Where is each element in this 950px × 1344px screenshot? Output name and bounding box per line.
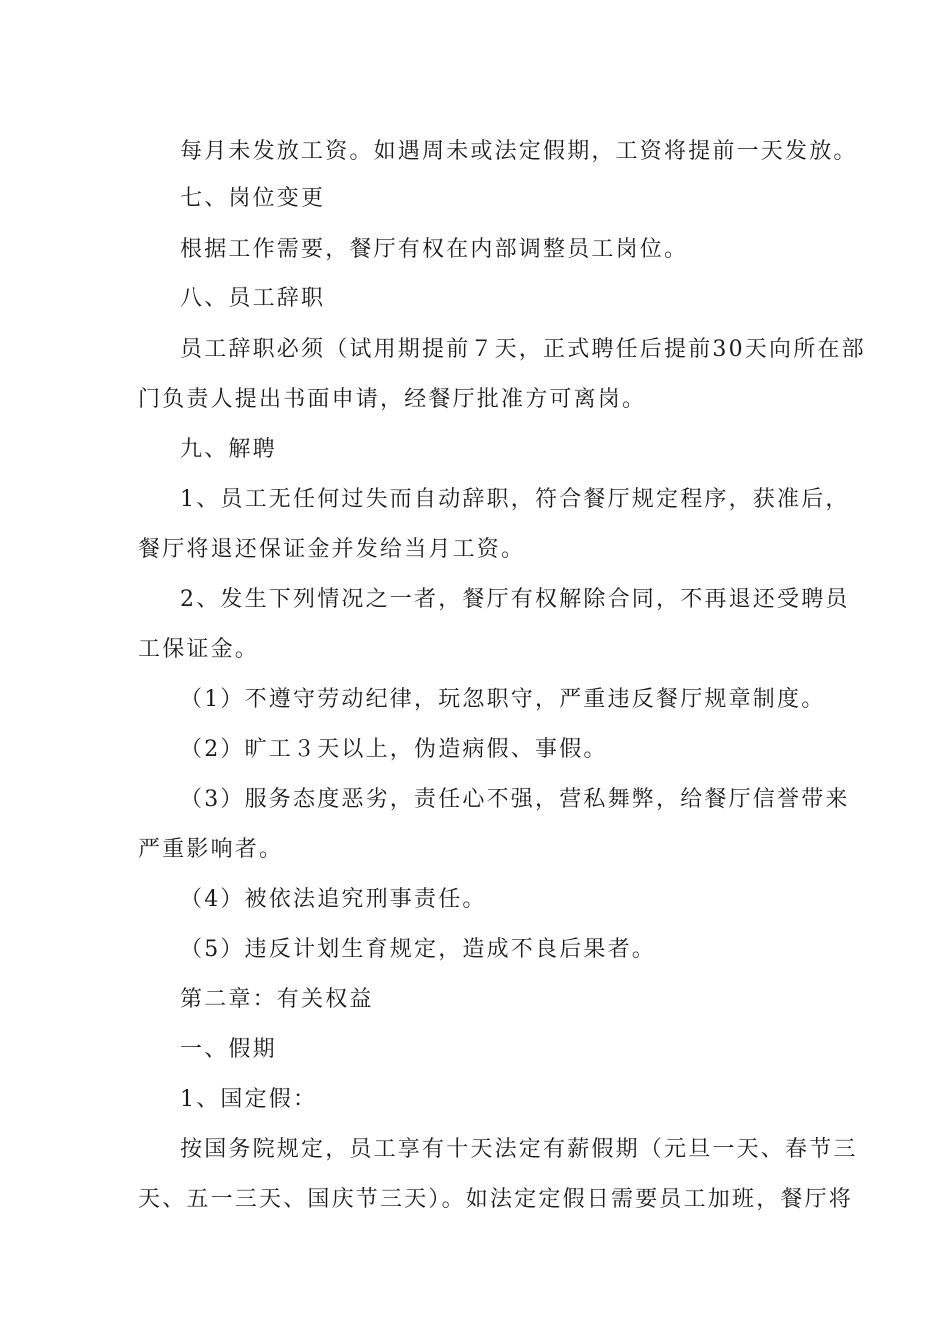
subsection-heading: 1、国定假：: [180, 1087, 318, 1112]
paragraph-line: 员工辞职必须（试用期提前７天，正式聘任后提前30天向所在部: [180, 337, 866, 362]
list-item: （1）不遵守劳动纪律，玩忽职守，严重违反餐厅规章制度。: [180, 687, 826, 712]
chapter-heading: 第二章：有关权益: [180, 987, 374, 1012]
section-heading-dismissal: 九、解聘: [180, 437, 277, 462]
list-item: （3）服务态度恶劣，责任心不强，营私舞弊，给餐厅信誉带来: [180, 787, 850, 812]
list-item: （5）违反计划生育规定，造成不良后果者。: [180, 937, 656, 962]
paragraph-line: 每月未发放工资。如遇周未或法定假期，工资将提前一天发放。: [180, 139, 858, 164]
section-heading-holidays: 一、假期: [180, 1037, 277, 1062]
paragraph-line: 根据工作需要，餐厅有权在内部调整员工岗位。: [180, 237, 689, 262]
paragraph-line: 天、五一三天、国庆节三天）。如法定定假日需要员工加班，餐厅将: [138, 1187, 854, 1212]
paragraph-line: 门负责人提出书面申请，经餐厅批准方可离岗。: [138, 387, 647, 412]
list-item: （2）旷工３天以上，伪造病假、事假。: [180, 737, 608, 762]
paragraph-line: 1、员工无任何过失而自动辞职，符合餐厅规定程序，获准后，: [180, 487, 850, 512]
paragraph-line: 餐厅将退还保证金并发给当月工资。: [138, 537, 526, 562]
section-heading-resignation: 八、员工辞职: [180, 286, 326, 311]
paragraph-line: 2、发生下列情况之一者，餐厅有权解除合同，不再退还受聘员: [180, 587, 850, 612]
list-item: （4）被依法追究刑事责任。: [180, 887, 487, 912]
section-heading-position-change: 七、岗位变更: [180, 186, 326, 211]
paragraph-line: 按国务院规定，员工享有十天法定有薪假期（元旦一天、春节三: [180, 1137, 858, 1162]
list-item-continuation: 严重影响者。: [138, 837, 284, 862]
paragraph-line: 工保证金。: [138, 637, 260, 662]
